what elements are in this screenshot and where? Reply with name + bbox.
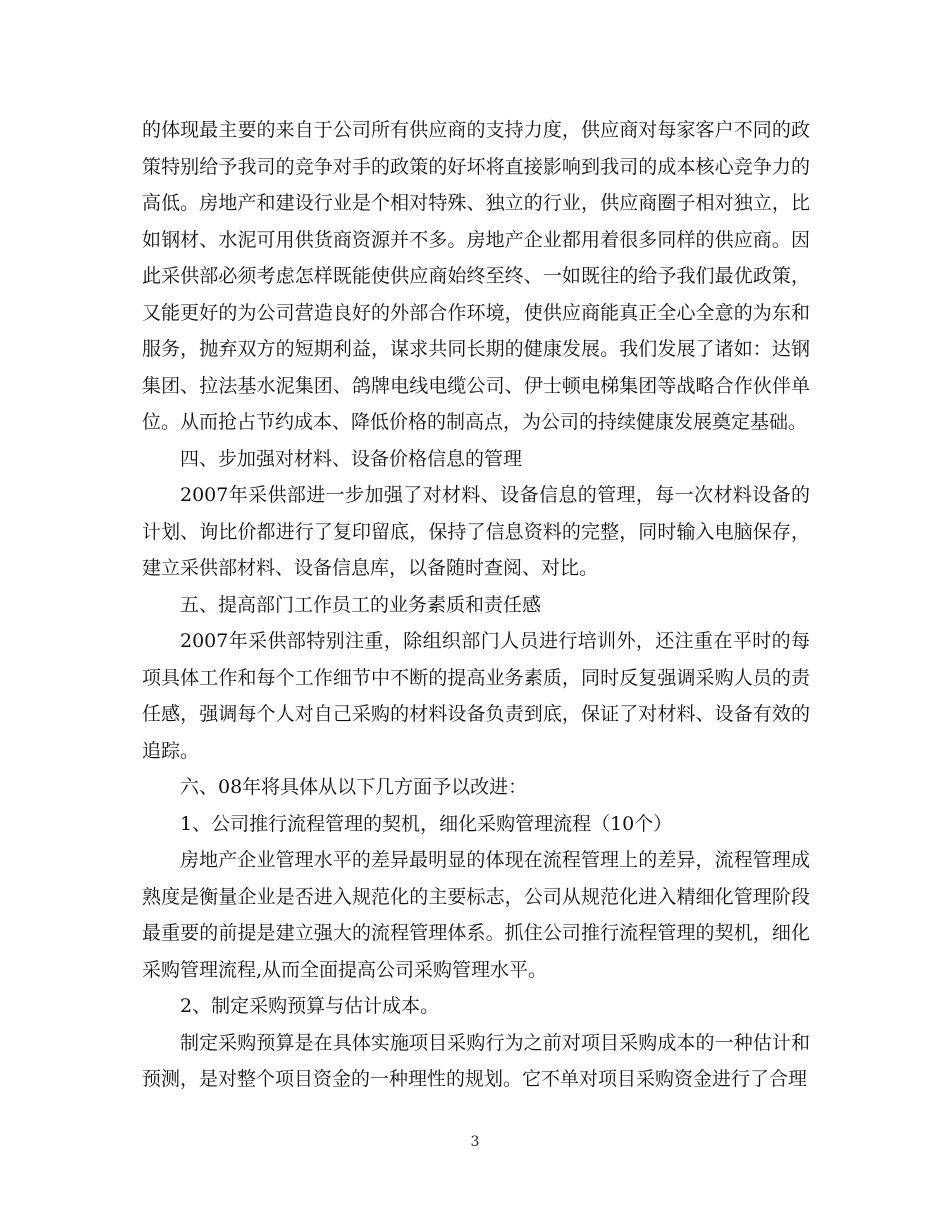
heading-section-four: 四、步加强对材料、设备价格信息的管理 [180,447,523,470]
heading-section-six: 六、08年将具体从以下几方面予以改进： [180,776,528,798]
subheading-process-management: 1、公司推行流程管理的契机，细化采购管理流程（10个） [180,812,673,835]
subheading-procurement-budget: 2、制定采购预算与估计成本。 [180,995,440,1017]
heading-section-five: 五、提高部门工作员工的业务素质和责任感 [180,593,542,616]
paragraph-procurement-budget: 制定采购预算是在具体实施项目采购行为之前对项目采购成本的一种估计和预测，是对整个项目资金的一种理性的规划。它不单对项目采购资金进行了合理 [142,1031,810,1090]
paragraph-price-info-management: 2007年采供部进一步加强了对材料、设备信息的管理，每一次材料设备的计划、询比价都进行了复印留底，保持了信息资料的完整，同时输入电脑保存，建立采供部材料、设备信息库，以备随时查阅、对比。 [142,484,810,579]
paragraph-supplier-relations: 的体现最主要的来自于公司所有供应商的支持力度，供应商对每家客户不同的政策特别给予我司的竞争对手的政策的好坏将直接影响到我司的成本核心竞争力的高低。房地产和建设行业是个相对特殊、独立的行业，供应商圈子相对独立，比如钢材、水泥可用供货商资源并不多。房地产企业都用着很多同样的供应商。因此采供部必须考虑怎样既能使供应商始终至终、一如既往的给予我们最优政策，又能更好的为公司营造良好的外部合作环境，使供应商能真正全心全意的为东和服务，抛弃双方的短期利益，谋求共同长期的健康发展。我们发展了诸如：达钢集团、拉法基水泥集团、鸽牌电线电缆公司、伊士顿电梯集团等战略合作伙伴单位。从而抢占节约成本、降低价格的制高点，为公司的持续健康发展奠定基础。 [142,119,810,433]
body-text [142,112,810,1098]
paragraph-staff-quality: 2007年采供部特别注重，除组织部门人员进行培训外，还注重在平时的每项具体工作和每个工作细节中不断的提高业务素质，同时反复强调采购人员的责任感，强调每个人对自己采购的材料设备负责到底，保证了对材料、设备有效的追踪。 [142,630,810,762]
paragraph-process-management: 房地产企业管理水平的差异最明显的体现在流程管理上的差异，流程管理成熟度是衡量企业是否进入规范化的主要标志，公司从规范化进入精细化管理阶段最重要的前提是建立强大的流程管理体系。抓住公司推行流程管理的契机，细化采购管理流程,从而全面提高公司采购管理水平。 [142,849,810,981]
page-number: 3 [470,1134,480,1150]
